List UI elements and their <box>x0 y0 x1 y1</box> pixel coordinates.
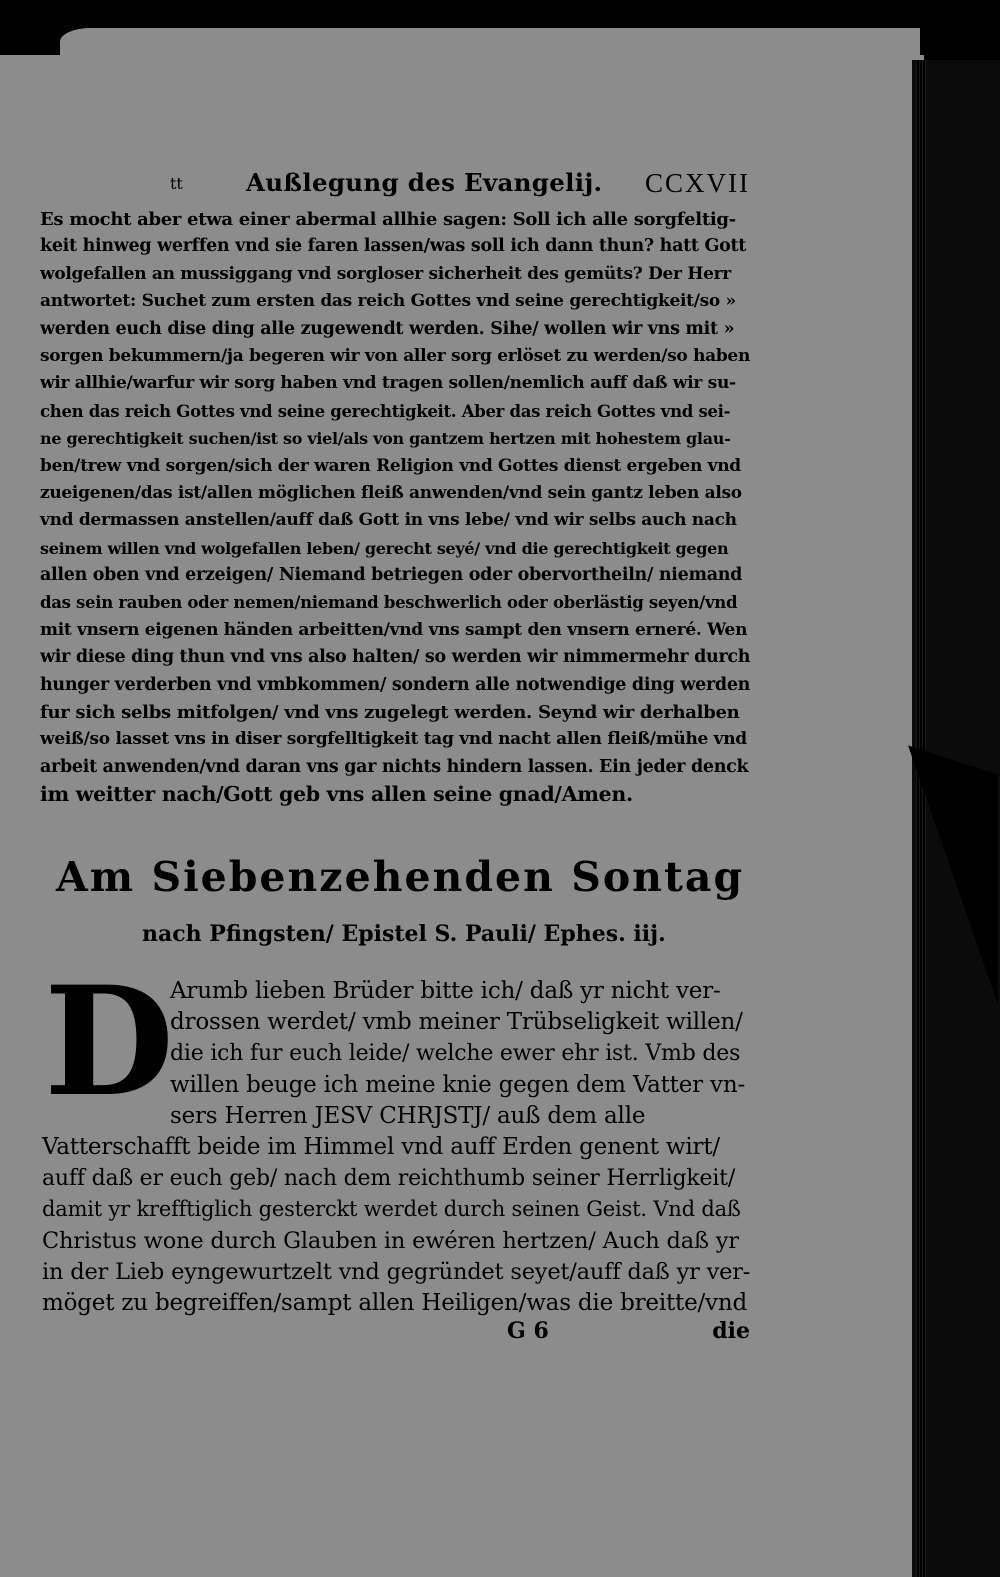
body-line: im weitter nach/Gott geb vns allen seine gnad/Amen. <box>40 782 633 807</box>
body-line: seinem willen vnd wolgefallen leben/ gerecht seyé/ vnd die gerechtigkeit gegen <box>40 538 729 558</box>
body-line: Es mocht aber etwa einer abermal allhie sagen: Soll ich alle sorgfeltig- <box>40 209 736 230</box>
body-line: das sein rauben oder nemen/niemand beschwerlich oder oberlästig seyen/vnd <box>40 593 738 613</box>
reading-line: Vatterschafft beide im Himmel vnd auff Erden genent wirt/ <box>42 1133 720 1160</box>
reading-line: damit yr krefftiglich gesterckt werdet durch seinen Geist. Vnd daß <box>42 1197 741 1222</box>
folio-number: CCXVII <box>645 168 750 198</box>
section-subheading: nach Pfingsten/ Epistel S. Pauli/ Ephes. iij. <box>142 921 666 947</box>
body-line: chen das reich Gottes vnd seine gerechtigkeit. Aber das reich Gottes vnd sei- <box>40 401 731 421</box>
edge-shadow <box>908 745 998 1004</box>
page-footer <box>42 1318 750 1348</box>
section-heading: Am Siebenzehenden Sontag <box>56 853 745 901</box>
body-line: wir allhie/warfur wir sorg haben vnd tragen sollen/nemlich auff daß wir su- <box>40 373 736 394</box>
body-line: ben/trew vnd sorgen/sich der waren Religion vnd Gottes dienst ergeben vnd <box>40 455 741 476</box>
running-title: Außlegung des Evangelij. <box>246 168 603 197</box>
body-line: wir diese ding thun vnd vns also halten/ so werden wir nimmermehr durch <box>40 647 751 668</box>
page-top-curve <box>60 28 920 58</box>
body-line: arbeit anwenden/vnd daran vns gar nichts hindern lassen. Ein jeder denck <box>40 756 749 777</box>
body-line: hunger verderben vnd vmbkommen/ sondern alle notwendige ding werden <box>40 674 751 695</box>
reading-line: auff daß er euch geb/ nach dem reichthumb seiner Herrligkeit/ <box>42 1166 736 1192</box>
page-header <box>60 168 750 202</box>
body-line: zueigenen/das ist/allen möglichen fleiß anwenden/vnd sein gantz leben also <box>40 482 742 503</box>
initial-letter: D <box>44 954 175 1130</box>
reading-line: möget zu begreiffen/sampt allen Heiligen/was die breitte/vnd <box>42 1289 747 1316</box>
body-line: fur sich selbs mitfolgen/ vnd vns zugelegt werden. Seynd wir derhalben <box>40 702 740 724</box>
reading-line: die ich fur euch leide/ welche ewer ehr ist. Vmb des <box>170 1041 741 1067</box>
body-line: werden euch dise ding alle zugewendt werden. Sihe/ wollen wir vns mit » <box>40 318 735 339</box>
body-line: weiß/so lasset vns in diser sorgfelltigkeit tag vnd nacht allen fleiß/mühe vnd <box>40 729 747 750</box>
top-scan-edge <box>0 0 924 55</box>
body-line: vnd dermassen anstellen/auff daß Gott in vns lebe/ vnd wir selbs auch nach <box>40 510 737 531</box>
body-line: antwortet: Suchet zum ersten das reich Gottes vnd seine gerechtigkeit/so » <box>40 291 736 312</box>
reading-line: sers Herren JESV CHRJSTJ/ auß dem alle <box>170 1102 646 1129</box>
reading-line: drossen werdet/ vmb meiner Trübseligkeit willen/ <box>170 1009 743 1036</box>
reading-line: Christus wone durch Glauben in ewéren hertzen/ Auch daß yr <box>42 1227 739 1254</box>
body-line: keit hinweg werffen vnd sie faren lassen/was soll ich dann thun? hatt Gott <box>40 236 747 257</box>
body-text <box>40 206 750 809</box>
reading-line: in der Lieb eyngewurtzelt vnd gegründet seyet/auff daß yr ver- <box>42 1258 751 1285</box>
epistle-text <box>42 976 750 1319</box>
folio-mark: tt <box>170 174 183 193</box>
reading-line: Arumb lieben Brüder bitte ich/ daß yr nicht ver- <box>170 978 721 1004</box>
signature-mark: G 6 <box>507 1318 549 1344</box>
reading-line: willen beuge ich meine knie gegen dem Vatter vn- <box>170 1071 746 1098</box>
catchword: die <box>712 1318 750 1344</box>
body-line: allen oben vnd erzeigen/ Niemand betriegen oder obervortheiln/ niemand <box>40 565 743 586</box>
body-line: sorgen bekummern/ja begeren wir von aller sorg erlöset zu werden/so haben <box>40 345 751 366</box>
body-line: mit vnsern eigenen händen arbeitten/vnd vns sampt den vnsern erneré. Wen <box>40 619 748 640</box>
body-line: wolgefallen an mussiggang vnd sorgloser sicherheit des gemüts? Der Herr <box>40 263 731 284</box>
body-line: ne gerechtigkeit suchen/ist so viel/als von gantzem hertzen mit hohestem glau- <box>40 429 731 449</box>
